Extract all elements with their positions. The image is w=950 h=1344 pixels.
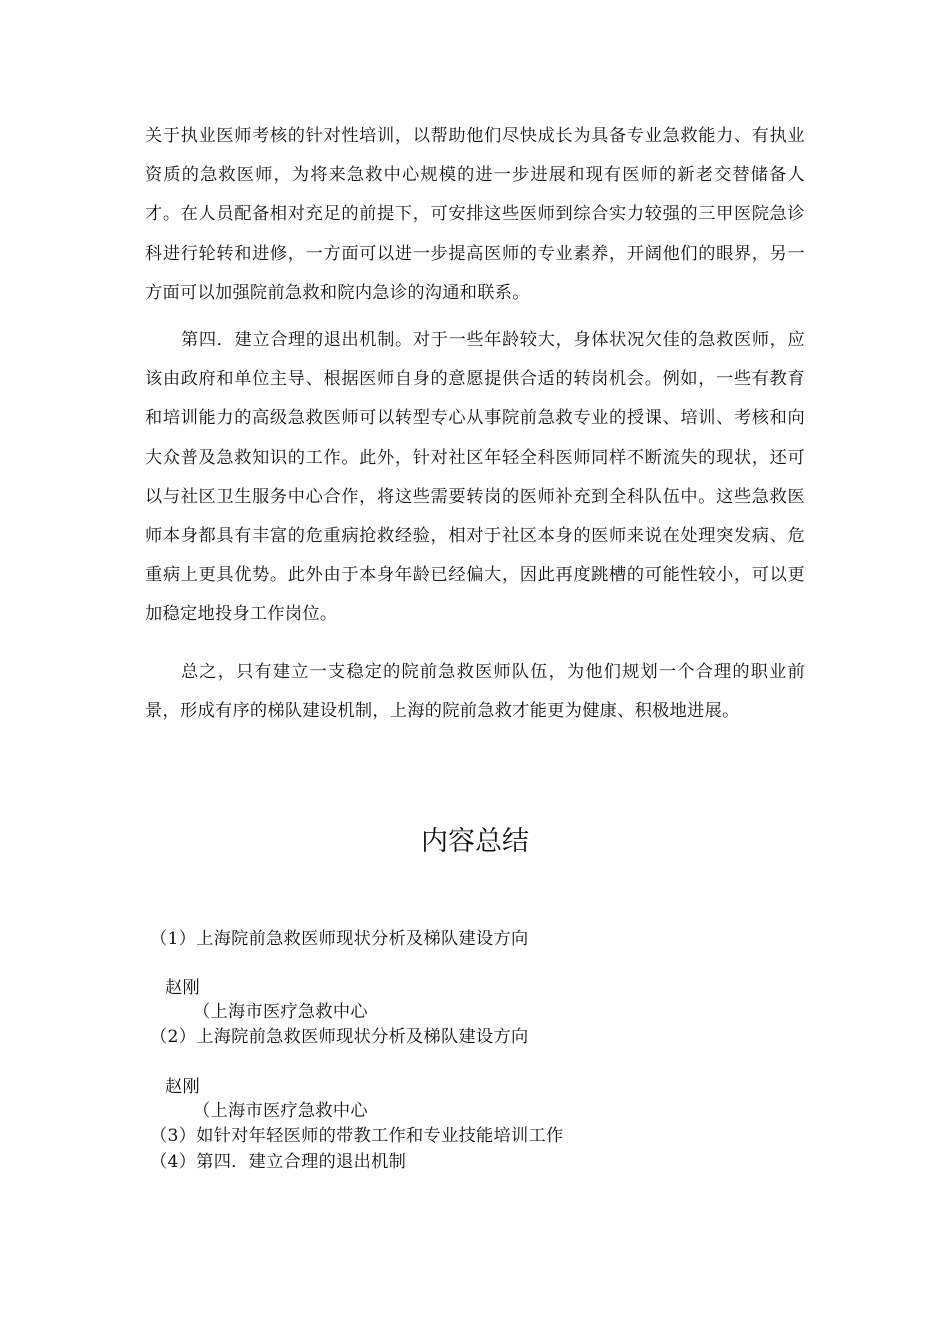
summary-heading: 内容总结 [421, 826, 529, 857]
summary-organization-1: （上海市医疗急救中心 [193, 1002, 368, 1022]
summary-author-1: 赵刚 [165, 978, 200, 998]
body-paragraph-exit-mechanism [145, 321, 805, 635]
summary-author-2: 赵刚 [165, 1077, 200, 1097]
summary-item-2: （2）上海院前急救医师现状分析及梯队建设方向 [150, 1027, 529, 1047]
summary-organization-2: （上海市医疗急救中心 [193, 1101, 368, 1121]
paragraph-text: 第四．建立合理的退出机制。对于一些年龄较大，身体状况欠佳的急救医师，应该由政府和单位主导、根据医师自身的意愿提供合适的转岗机会。例如，一些有教育和培训能力的高级急救医师可以转型专心从事院前急救专业的授课、培训、考核和向大众普及急救知识的工作。此外，针对社区年轻全科医师同样不断流失的现状，还可以与社区卫生服务中心合作，将这些需要转岗的医师补充到全科队伍中。这些急救医师本身都具有丰富的危重病抢救经验，相对于社区本身的医师来说在处理突发病、危重病上更具优势。此外由于本身年龄已经偏大，因此再度跳槽的可能性较小，可以更加稳定地投身工作岗位。 [145, 330, 805, 625]
summary-item-3: （3）如针对年轻医师的带教工作和专业技能培训工作 [150, 1126, 564, 1146]
summary-item-4: （4）第四．建立合理的退出机制 [150, 1152, 407, 1172]
body-paragraph-conclusion [145, 653, 805, 731]
summary-item-1: （1）上海院前急救医师现状分析及梯队建设方向 [150, 929, 529, 949]
body-paragraph-training [145, 117, 805, 313]
paragraph-text: 关于执业医师考核的针对性培训，以帮助他们尽快成长为具备专业急救能力、有执业资质的急救医师，为将来急救中心规模的进一步进展和现有医师的新老交替储备人才。在人员配备相对充足的前提下，可安排这些医师到综合实力较强的三甲医院急诊科进行轮转和进修，一方面可以进一步提高医师的专业素养，开阔他们的眼界，另一方面可以加强院前急救和院内急诊的沟通和联系。 [145, 126, 805, 303]
paragraph-text: 总之，只有建立一支稳定的院前急救医师队伍，为他们规划一个合理的职业前景，形成有序的梯队建设机制，上海的院前急救才能更为健康、积极地进展。 [145, 662, 805, 722]
